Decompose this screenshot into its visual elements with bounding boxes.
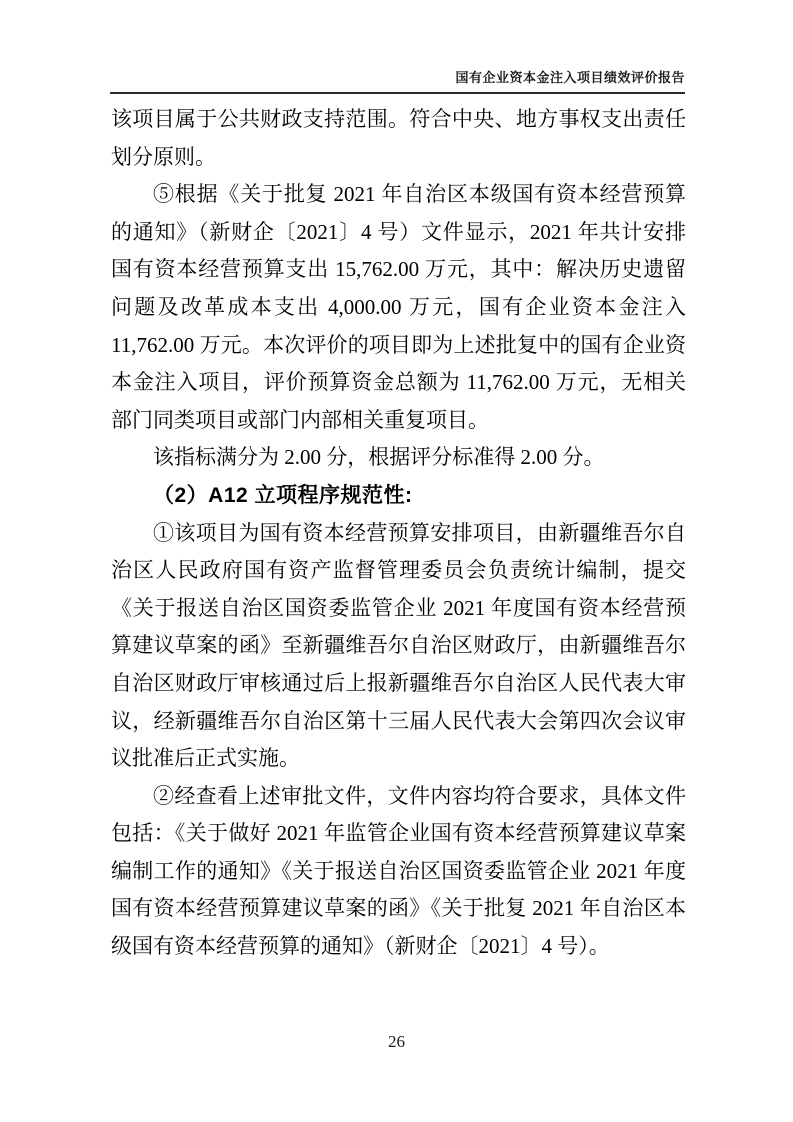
section-heading-a12: （2）A12 立项程序规范性: [153, 483, 413, 507]
paragraph-continuation: 该项目属于公共财政支持范围。符合中央、地方事权支出责任划分原则。 [111, 107, 686, 169]
paragraph-item-2: ②经查看上述审批文件，文件内容均符合要求，具体文件包括：《关于做好 2021 年监管企业国有资本经营预算建议草案编制工作的通知》《关于报送自治区国资委监管企业 2021 年度国有资本经营预算建议草案的函》《关于批复 2021 年自治区本级国有资本经营预算的通知》（新财企〔2021〕4 号）。 [111, 783, 686, 959]
paragraph-item-5: ⑤根据《关于批复 2021 年自治区本级国有资本经营预算的通知》（新财企〔2021〕4 号）文件显示，2021 年共计安排国有资本经营预算支出 15,762.00 万元，其中：解决历史遗留问题及改革成本支出 4,000.00 万元，国有企业资本金注入 11,762.00 万元。本次评价的项目即为上述批复中的国有企业资本金注入项目，评价预算资金总额为 11,762.00 万元，无相关部门同类项目或部门内部相关重复项目。 [111, 182, 686, 432]
document-body [111, 101, 686, 966]
running-header [110, 70, 685, 94]
paragraph-score: 该指标满分为 2.00 分，根据评分标准得 2.00 分。 [153, 445, 605, 470]
running-header-title: 国有企业资本金注入项目绩效评价报告 [455, 70, 685, 85]
page-footer [0, 1030, 793, 1054]
paragraph-item-1: ①该项目为国有资本经营预算安排项目，由新疆维吾尔自治区人民政府国有资产监督管理委员会负责统计编制，提交《关于报送自治区国资委监管企业 2021 年度国有资本经营预算建议草案的函》至新疆维吾尔自治区财政厅，由新疆维吾尔自治区财政厅审核通过后上报新疆维吾尔自治区人民代表大审议，经新疆维吾尔自治区第十三届人民代表大会第四次会议审议批准后正式实施。 [111, 520, 686, 771]
page-number: 26 [388, 1032, 405, 1051]
